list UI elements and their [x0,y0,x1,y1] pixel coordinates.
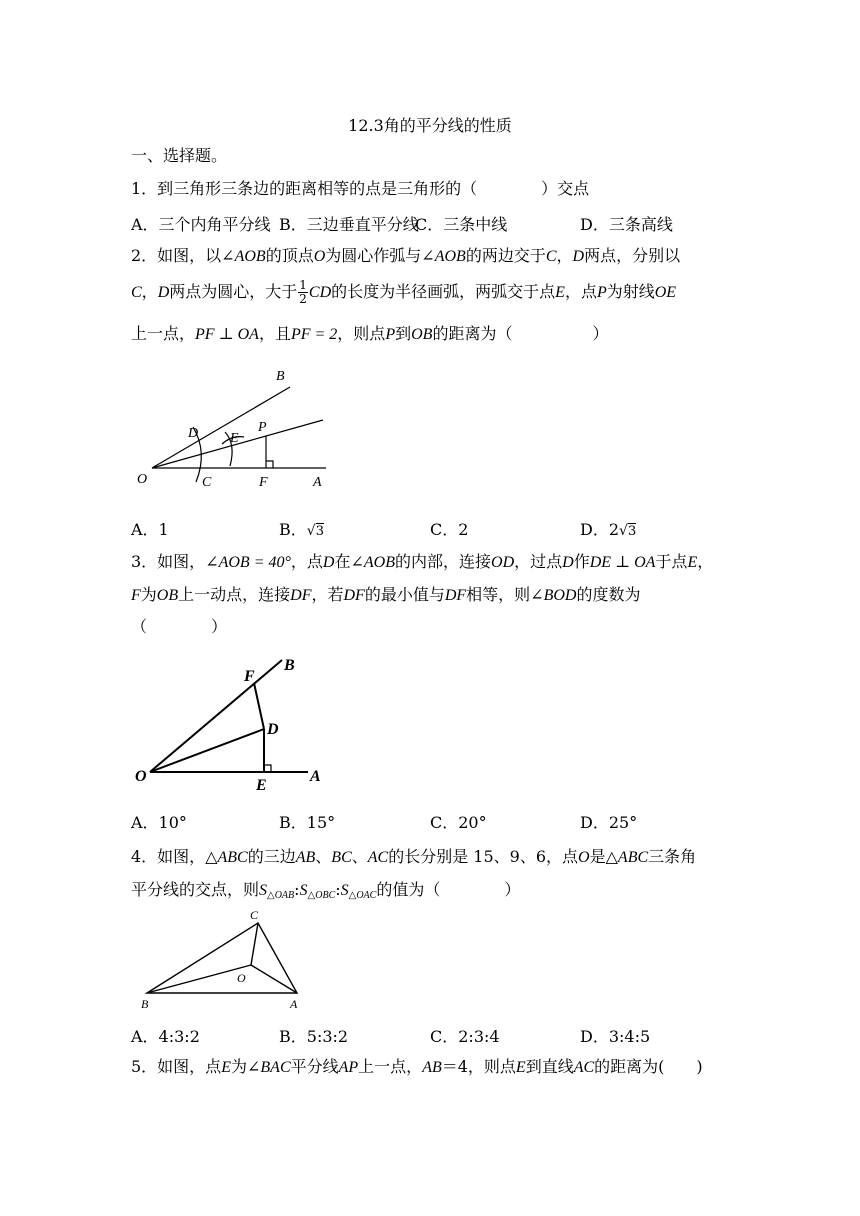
q3-var: D [322,554,335,571]
q2-expr: PF ⊥ OA [195,326,259,343]
q1-option-c: C．三条中线 [415,215,508,234]
q2-option-c: C．2 [430,520,469,539]
section-heading: 一、选择题。 [131,146,228,165]
q2-var: OE [654,284,677,301]
question-2-line-2 [131,279,676,306]
segment-df [254,683,264,729]
label-o: O [137,472,148,487]
sqrt-symbol: √ [619,523,628,539]
q4-var: BC [331,849,352,866]
q3-expr: ∠BOD [530,587,577,604]
q3-text: ， [697,552,714,571]
q2-text: 为射线 [606,282,655,301]
q4-subscript: △OAB [267,890,295,901]
question-4-line-2 [131,879,520,907]
q5-var: E [515,1059,526,1076]
q2-var: P [596,284,607,301]
q4-text: 、 [315,847,332,866]
q2-option-d [580,517,636,540]
q2-var: CD [308,284,332,301]
q4-text: 4．如图， [131,847,206,866]
q4-subscript: △OAC [348,890,377,901]
q3-text: 于点 [655,552,688,571]
q3-text: 的最小值与 [364,585,445,604]
triangle-abc [147,923,297,993]
q3-text: ，过点 [514,552,563,571]
q2-option-b [279,517,324,540]
q2-text: 的顶点 [265,246,314,265]
q2-text: 的长度为半径画弧，两弧交于点 [331,282,556,301]
ray-ob [150,660,282,772]
q3-var: D [562,554,574,571]
q3-text: 上一动点，连接 [178,585,291,604]
q3-option-d: D．25° [580,813,638,832]
q2-text: 到 [395,324,412,343]
q3-text: ，点 [290,552,323,571]
q3-var: E [687,554,698,571]
q4-text: 三条角 [648,847,697,866]
q3-text: 为 [140,585,157,604]
label-a: A [310,768,321,785]
q2-expr: PF = 2 [290,326,338,343]
q2-option-d-label: D．2 [580,520,620,539]
q4-area-symbol: S [340,882,349,899]
q4-var: O [578,849,590,866]
q1-option-d: D．三条高线 [580,215,673,234]
question-5-text [131,1056,703,1079]
q3-text: 在∠ [334,552,364,571]
q4-var: AC [367,849,389,866]
q2-text: 的距离为（ ） [432,324,609,343]
q3-text: ，若 [311,585,344,604]
label-a: A [290,997,298,1011]
label-e: E [230,431,239,446]
q2-option-a: A．1 [131,520,169,539]
q3-option-b: B．15° [279,813,336,832]
q3-var: OB [156,587,179,604]
q4-area-symbol: S [299,882,308,899]
label-f: F [259,475,268,490]
q1-option-b: B．三边垂直平分线 [279,215,419,234]
question-3-line-2 [131,584,640,607]
q4-expr: △ABC [205,849,248,866]
label-d: D [267,721,279,738]
q3-option-c: C．20° [430,813,487,832]
label-p: P [258,420,267,435]
q2-var: AOB [234,248,266,265]
label-a: A [313,475,322,490]
q1-option-a: A．三个内角平分线 [131,215,271,234]
q4-text: 、 [351,847,368,866]
q2-var: C [545,248,557,265]
q3-var: F [131,587,141,604]
q4-text: 是 [589,847,606,866]
q5-text: 为∠ [230,1057,261,1076]
question-3-line-1 [131,551,713,574]
q5-text: 到直线 [525,1057,574,1076]
q4-option-b: B．5:3:2 [279,1027,349,1046]
q5-var: E [221,1059,231,1076]
q2-text: 2．如图，以∠ [131,246,235,265]
label-o: O [135,768,147,785]
fraction-denominator: 2 [299,292,307,306]
label-e: E [256,777,267,794]
q5-text: ＝4，则点 [441,1057,516,1076]
q2-figure [130,362,340,492]
q4-text: 的值为（ ） [376,880,521,899]
ray-ob [152,387,290,468]
question-1-text: 1．到三角形三条边的距离相等的点是三角形的（ ）交点 [131,179,590,198]
q4-figure [135,905,315,1015]
label-b: B [141,997,149,1011]
q4-option-c: C．2:3:4 [430,1027,500,1046]
page-title: 12.3角的平分线的性质 [348,116,512,135]
q2-var: E [555,284,565,301]
q2-text: 的两边交于 [465,246,546,265]
q4-expr: △ABC [605,849,649,866]
q4-option-a: A．4:3:2 [131,1027,200,1046]
label-c: C [202,475,212,490]
q2-var: AOB [434,248,466,265]
sqrt-radicand: 3 [627,524,637,539]
q2-text: ， [556,246,573,265]
q4-text: 的长分别是 15、9、6，点 [388,847,579,866]
sqrt-symbol: √ [306,523,316,539]
q2-option-b-label: B． [279,520,307,539]
q3-var: OD [491,554,515,571]
q5-text: 的距离为( ) [594,1057,703,1076]
q5-text: 上一点， [358,1057,423,1076]
q5-var: AP [338,1059,359,1076]
q4-var: AB [295,849,316,866]
fraction-one-half [298,279,308,306]
q3-text: 的度数为 [576,585,641,604]
q3-var: DF [343,587,365,604]
q2-text: 两点为圆心，大于 [169,282,298,301]
sqrt-radicand: 3 [315,524,324,539]
q5-var: AB [422,1059,442,1076]
q2-text: 为圆心作弧与∠ [325,246,435,265]
q3-text: 的内部，连接 [395,552,492,571]
segment-oa [251,965,297,993]
q4-option-d: D．3:4:5 [580,1027,651,1046]
question-4-line-1 [131,846,696,869]
q2-var: C [131,284,142,301]
q4-ratio-sep: : [335,880,341,899]
q3-var: DF [290,587,312,604]
label-c: C [250,908,259,922]
segment-ob [147,965,251,993]
q5-text: 平分线 [290,1057,339,1076]
q3-text: 作 [573,552,590,571]
q2-text: 两点，分别以 [584,246,681,265]
q5-var: BAC [260,1059,291,1076]
q4-text: 平分线的交点，则 [131,880,260,899]
q3-expr: ∠AOB = 40° [205,554,291,571]
q2-var: OB [411,326,433,343]
q2-text: 上一点， [131,324,196,343]
question-2-line-1 [131,245,680,268]
q4-text: 的三边 [247,847,296,866]
label-d: D [188,426,199,441]
q2-var: D [157,284,170,301]
q2-var: P [385,326,396,343]
q2-text: ，且 [258,324,291,343]
label-b: B [284,657,295,674]
right-angle-mark [266,461,273,468]
q3-var: AOB [363,554,395,571]
q3-expr: DE ⊥ OA [589,554,656,571]
q2-var: D [572,248,585,265]
q3-figure [130,650,330,795]
label-b: B [276,369,285,384]
q5-text: 5．如图，点 [131,1057,222,1076]
label-f: F [244,668,255,685]
q3-text: 相等，则 [466,585,531,604]
question-2-line-3 [131,323,608,346]
q2-var: O [313,248,326,265]
q2-text: ，点 [564,282,597,301]
q5-var: AC [573,1059,595,1076]
q4-subscript: △OBC [307,890,336,901]
q4-area-symbol: S [259,882,268,899]
question-3-line-3: （ ） [131,617,228,636]
right-angle-mark [264,765,271,772]
q4-ratio-sep: : [294,880,300,899]
q2-text: ， [141,282,158,301]
segment-od [150,729,264,772]
fraction-numerator: 1 [299,278,307,292]
q3-text: 3．如图， [131,552,206,571]
q2-text: ，则点 [337,324,386,343]
segment-oc [251,923,258,965]
q3-var: DF [444,587,467,604]
label-o: O [237,971,246,985]
q3-option-a: A．10° [131,813,187,832]
